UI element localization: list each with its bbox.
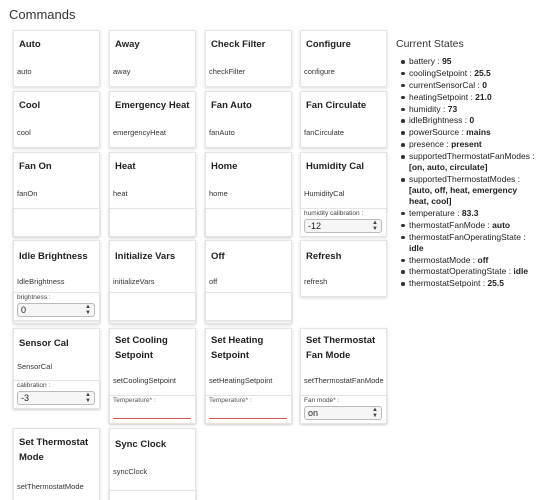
tile-name: Set Thermostat Fan Mode xyxy=(306,335,376,361)
state-value: [auto, off, heat, emergency heat, cool] xyxy=(409,185,518,207)
brightness-label: brightness : xyxy=(17,294,51,301)
tile-command: fanAuto xyxy=(209,128,235,137)
tile-command: HumidityCal xyxy=(304,189,345,198)
tile-name: Home xyxy=(211,161,238,172)
select-value: 0 xyxy=(21,305,27,315)
states-list xyxy=(396,56,538,289)
temperature-label: Temperature* : xyxy=(209,397,252,404)
state-key: supportedThermostatFanModes : xyxy=(409,151,535,162)
tile-footer xyxy=(109,292,196,321)
fan-mode-panel xyxy=(300,395,387,424)
tile-command: fanOn xyxy=(17,189,38,198)
tile-name: Fan Circulate xyxy=(306,100,367,111)
state-value: 0 xyxy=(469,115,475,126)
away-command-tile[interactable] xyxy=(109,30,196,87)
state-value: 25.5 xyxy=(474,67,491,78)
tile-footer xyxy=(205,292,292,321)
tile-command: setThermostatFanMode xyxy=(304,376,384,385)
tile-name: Off xyxy=(211,251,225,262)
brightness-panel xyxy=(13,292,100,321)
refresh-command-tile[interactable] xyxy=(300,240,387,297)
tile-footer xyxy=(109,208,196,237)
state-key: humidity : xyxy=(409,103,448,114)
state-item xyxy=(409,92,538,103)
tile-command: emergencyHeat xyxy=(113,128,166,137)
emergency-heat-command-tile[interactable] xyxy=(109,91,196,148)
tile-name: Set Cooling Setpoint xyxy=(115,335,168,361)
tile-name: Check Filter xyxy=(211,39,266,50)
state-key: presence : xyxy=(409,139,452,150)
state-key: supportedThermostatModes : xyxy=(409,174,521,185)
state-key: temperature : xyxy=(409,207,462,218)
configure-command-tile[interactable] xyxy=(300,30,387,87)
select-arrows-icon: ▲ ▼ xyxy=(85,304,91,316)
state-item xyxy=(409,278,538,289)
tile-name: Auto xyxy=(19,39,41,50)
state-value: [on, auto, circulate] xyxy=(409,162,488,173)
tile-command: setThermostatMode xyxy=(17,482,84,491)
state-item xyxy=(409,104,538,115)
tile-name: Idle Brightness xyxy=(19,251,88,262)
state-value: mains xyxy=(466,127,491,138)
tile-command: checkFilter xyxy=(209,67,246,76)
state-item xyxy=(409,174,538,207)
tile-name: Away xyxy=(115,39,140,50)
fan-auto-command-tile[interactable] xyxy=(205,91,292,148)
state-item xyxy=(409,115,538,126)
heating-temperature-panel xyxy=(205,395,292,424)
tile-command: setHeatingSetpoint xyxy=(209,376,273,385)
set-thermostat-mode-command-tile[interactable] xyxy=(13,428,100,500)
state-item xyxy=(409,151,538,173)
fan-mode-select[interactable] xyxy=(304,406,382,420)
calibration-select[interactable] xyxy=(17,391,95,405)
check-filter-command-tile[interactable] xyxy=(205,30,292,87)
select-arrows-icon: ▲ ▼ xyxy=(372,407,378,419)
state-value: present xyxy=(451,139,482,150)
state-value: 83.3 xyxy=(461,207,479,218)
humidity-calibration-select[interactable] xyxy=(304,219,382,233)
tile-name: Cool xyxy=(19,100,41,111)
state-key: battery : xyxy=(409,56,443,66)
state-key: idleBrightness : xyxy=(409,115,470,126)
fan-mode-label: Fan mode* : xyxy=(304,397,340,404)
tile-footer xyxy=(13,208,100,237)
state-item xyxy=(409,266,538,277)
select-value: on xyxy=(308,408,319,418)
state-key: heatingSetpoint : xyxy=(409,91,476,102)
tile-command: refresh xyxy=(304,277,328,286)
select-value: -3 xyxy=(21,393,30,403)
tile-command: auto xyxy=(17,67,32,76)
state-key: coolingSetpoint : xyxy=(409,67,475,78)
state-value: 0 xyxy=(482,79,487,90)
tile-name: Set Thermostat Mode xyxy=(19,437,89,463)
state-item xyxy=(409,208,538,219)
auto-command-tile[interactable] xyxy=(13,30,100,87)
select-value: -12 xyxy=(308,221,322,231)
tile-footer xyxy=(205,208,292,237)
page-title: Commands xyxy=(9,7,76,22)
state-key: thermostatOperatingState : xyxy=(409,266,514,277)
state-item xyxy=(409,220,538,231)
humidity-calibration-panel xyxy=(300,208,387,237)
tile-command: fanCirculate xyxy=(304,128,345,137)
calibration-label: calibration : xyxy=(17,382,51,389)
cool-command-tile[interactable] xyxy=(13,91,100,148)
tile-name: Emergency Heat xyxy=(115,100,190,111)
tile-name: Configure xyxy=(306,39,351,50)
tile-command: SensorCal xyxy=(17,362,53,371)
state-value: off xyxy=(477,254,489,265)
tile-name: Fan On xyxy=(19,161,52,172)
state-key: thermostatFanMode : xyxy=(409,219,493,230)
tile-command: cool xyxy=(17,128,31,137)
state-value: 73 xyxy=(447,103,458,114)
state-value: 25.5 xyxy=(487,278,504,289)
tile-name: Heat xyxy=(115,161,136,172)
state-value: auto xyxy=(492,219,511,230)
tile-command: configure xyxy=(304,67,335,76)
tile-command: heat xyxy=(113,189,128,198)
tile-name: Sync Clock xyxy=(115,439,167,450)
cooling-temperature-panel xyxy=(109,395,196,424)
heating-temperature-input[interactable] xyxy=(209,397,287,419)
humidity-calibration-label: humidity calibration : xyxy=(304,210,364,217)
tile-name: Fan Auto xyxy=(211,100,252,111)
current-states-title: Current States xyxy=(396,38,464,50)
state-value: 21.0 xyxy=(475,91,492,102)
cooling-temperature-input[interactable] xyxy=(113,397,191,419)
humidity-cal-command-tile[interactable] xyxy=(300,152,387,209)
tile-command: IdleBrightness xyxy=(17,277,65,286)
tile-command: syncClock xyxy=(113,467,148,476)
current-states-panel xyxy=(396,38,538,290)
tile-command: home xyxy=(209,189,228,198)
state-item xyxy=(409,255,538,266)
tile-name: Humidity Cal xyxy=(306,161,365,172)
brightness-select[interactable] xyxy=(17,303,95,317)
state-item xyxy=(409,127,538,138)
select-arrows-icon: ▲ ▼ xyxy=(372,220,378,232)
tile-command: setCoolingSetpoint xyxy=(113,376,176,385)
sensor-calibration-panel xyxy=(13,380,100,409)
tile-name: Sensor Cal xyxy=(19,338,69,349)
state-key: thermostatSetpoint : xyxy=(409,278,488,289)
state-key: thermostatMode : xyxy=(409,254,478,265)
state-key: thermostatFanOperatingState : xyxy=(409,231,526,242)
state-value: idle xyxy=(409,242,424,253)
state-key: powerSource : xyxy=(409,127,467,138)
state-item xyxy=(409,232,538,254)
tile-command: initializeVars xyxy=(113,277,155,286)
tile-footer xyxy=(109,490,196,500)
state-value: 95 xyxy=(442,56,452,66)
state-item xyxy=(409,80,538,91)
state-item xyxy=(409,68,538,79)
state-item xyxy=(409,56,538,67)
tile-name: Set Heating Setpoint xyxy=(211,335,264,361)
state-item xyxy=(409,139,538,150)
tile-name: Refresh xyxy=(306,251,342,262)
fan-circulate-command-tile[interactable] xyxy=(300,91,387,148)
select-arrows-icon: ▲ ▼ xyxy=(85,392,91,404)
tile-command: off xyxy=(209,277,218,286)
tile-command: away xyxy=(113,67,131,76)
tile-name: Initialize Vars xyxy=(115,251,176,262)
temperature-label: Temperature* : xyxy=(113,397,156,404)
state-value: idle xyxy=(513,266,529,277)
state-key: currentSensorCal : xyxy=(409,79,483,90)
